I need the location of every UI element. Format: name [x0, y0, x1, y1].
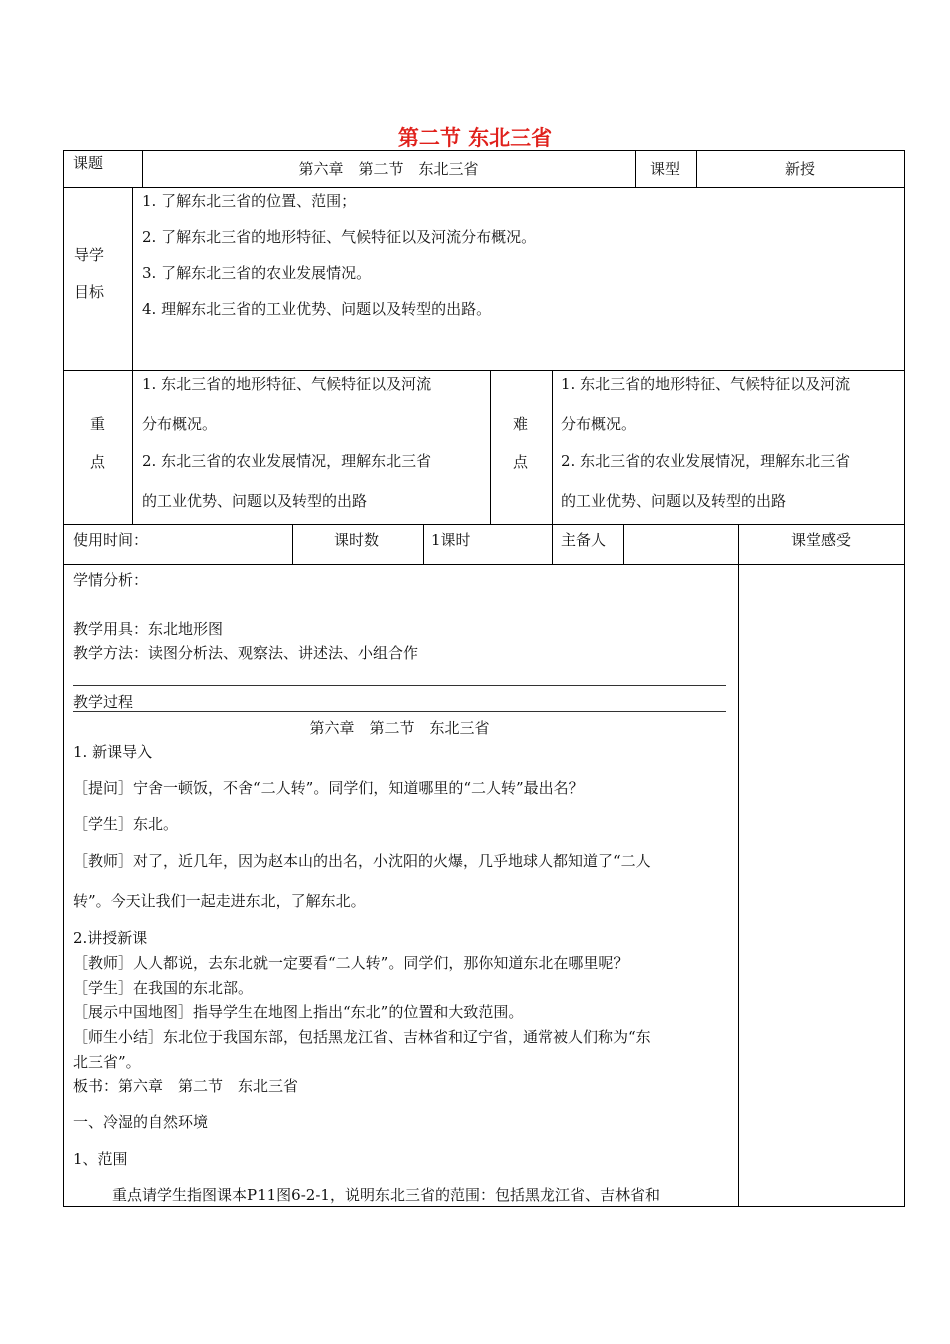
dialogue-line: ［学生］东北。 [73, 815, 179, 833]
process-heading: 教学过程 [73, 693, 134, 711]
type-label: 课型 [650, 160, 681, 178]
objective-item: 3. 了解东北三省的农业发展情况。 [142, 264, 372, 282]
table-border-right [904, 150, 905, 1207]
objective-item: 4. 理解东北三省的工业优势、问题以及转型的出路。 [142, 300, 492, 318]
col-divider [490, 370, 491, 524]
topic-value: 第六章 第二节 东北三省 [298, 160, 479, 178]
separator-line [73, 685, 726, 686]
teaching-methods: 教学方法：读图分析法、观察法、讲述法、小组合作 [73, 644, 419, 662]
objective-item: 2. 了解东北三省的地形特征、气候特征以及河流分布概况。 [142, 228, 537, 246]
dialogue-line: ［师生小结］东北位于我国东部，包括黑龙江省、吉林省和辽宁省，通常被人们称为“东 [73, 1028, 651, 1046]
analysis-label: 学情分析： [73, 571, 149, 589]
difficult-point-line: 2. 东北三省的农业发展情况，理解东北三省 [561, 452, 851, 470]
row-divider [63, 370, 905, 371]
dialogue-line: ［教师］对了，近几年，因为赵本山的出名，小沈阳的火爆，几乎地球人都知道了“二人 [73, 852, 651, 870]
separator-line [73, 711, 726, 712]
col-divider [423, 524, 424, 564]
key-point-line: 分布概况。 [142, 415, 218, 433]
key-point-line: 的工业优势、问题以及转型的出路 [142, 492, 368, 510]
col-divider [738, 524, 739, 1207]
row-divider [63, 187, 905, 188]
row-divider [63, 564, 905, 565]
row-divider [63, 524, 905, 525]
table-border-top [63, 150, 905, 151]
hours-value: 1课时 [431, 531, 471, 549]
dialogue-line: 转”。今天让我们一起走进东北，了解东北。 [73, 892, 366, 910]
objectives-label: 导学 [74, 246, 105, 264]
dialogue-line: ［展示中国地图］指导学生在地图上指出“东北”的位置和大致范围。 [73, 1003, 524, 1021]
col-divider [292, 524, 293, 564]
dialogue-line: ［学生］在我国的东北部。 [73, 979, 254, 997]
board-note: 板书：第六章 第二节 东北三省 [73, 1077, 299, 1095]
teaching-tools: 教学用具：东北地形图 [73, 620, 224, 638]
col-divider [552, 370, 553, 524]
col-divider [623, 524, 624, 564]
difficult-point-line: 1. 东北三省的地形特征、气候特征以及河流 [561, 375, 851, 393]
section-heading: 一、冷湿的自然环境 [73, 1113, 209, 1131]
intro-heading: 1. 新课导入 [73, 743, 153, 761]
paragraph: 重点请学生指图课本P11图6-2-1，说明东北三省的范围：包括黑龙江省、吉林省和 [112, 1186, 660, 1204]
table-border-bottom [63, 1206, 905, 1207]
col-divider [635, 150, 636, 187]
difficult-point-line: 的工业优势、问题以及转型的出路 [561, 492, 787, 510]
key-point-line: 1. 东北三省的地形特征、气候特征以及河流 [142, 375, 432, 393]
key-point-line: 2. 东北三省的农业发展情况，理解东北三省 [142, 452, 432, 470]
topic-label: 课题 [73, 154, 104, 172]
dialogue-line: ［教师］人人都说，去东北就一定要看“二人转”。同学们，那你知道东北在哪里呢？ [73, 954, 629, 972]
hours-label: 课时数 [334, 531, 380, 549]
table-border-left [63, 150, 64, 1207]
col-divider [552, 524, 553, 564]
chapter-heading: 第六章 第二节 东北三省 [309, 719, 490, 737]
use-time-label: 使用时间： [73, 531, 149, 549]
col-divider [132, 187, 133, 524]
objective-item: 1. 了解东北三省的位置、范围； [142, 192, 357, 210]
key-points-label: 重 [90, 415, 106, 433]
document-title: 第二节 东北三省 [397, 126, 553, 150]
new-lesson-heading: 2.讲授新课 [73, 929, 148, 947]
key-points-label: 点 [90, 453, 106, 471]
subsection-heading: 1、范围 [73, 1150, 128, 1168]
difficult-points-label: 点 [513, 453, 529, 471]
dialogue-line: 北三省”。 [73, 1053, 141, 1071]
objectives-label: 目标 [74, 283, 105, 301]
reflection-label: 课堂感受 [790, 531, 851, 549]
type-value: 新授 [784, 160, 815, 178]
dialogue-line: ［提问］宁舍一顿饭，不舍“二人转”。同学们，知道哪里的“二人转”最出名？ [73, 779, 584, 797]
preparer-label: 主备人 [561, 531, 607, 549]
difficult-point-line: 分布概况。 [561, 415, 637, 433]
difficult-points-label: 难 [513, 415, 529, 433]
